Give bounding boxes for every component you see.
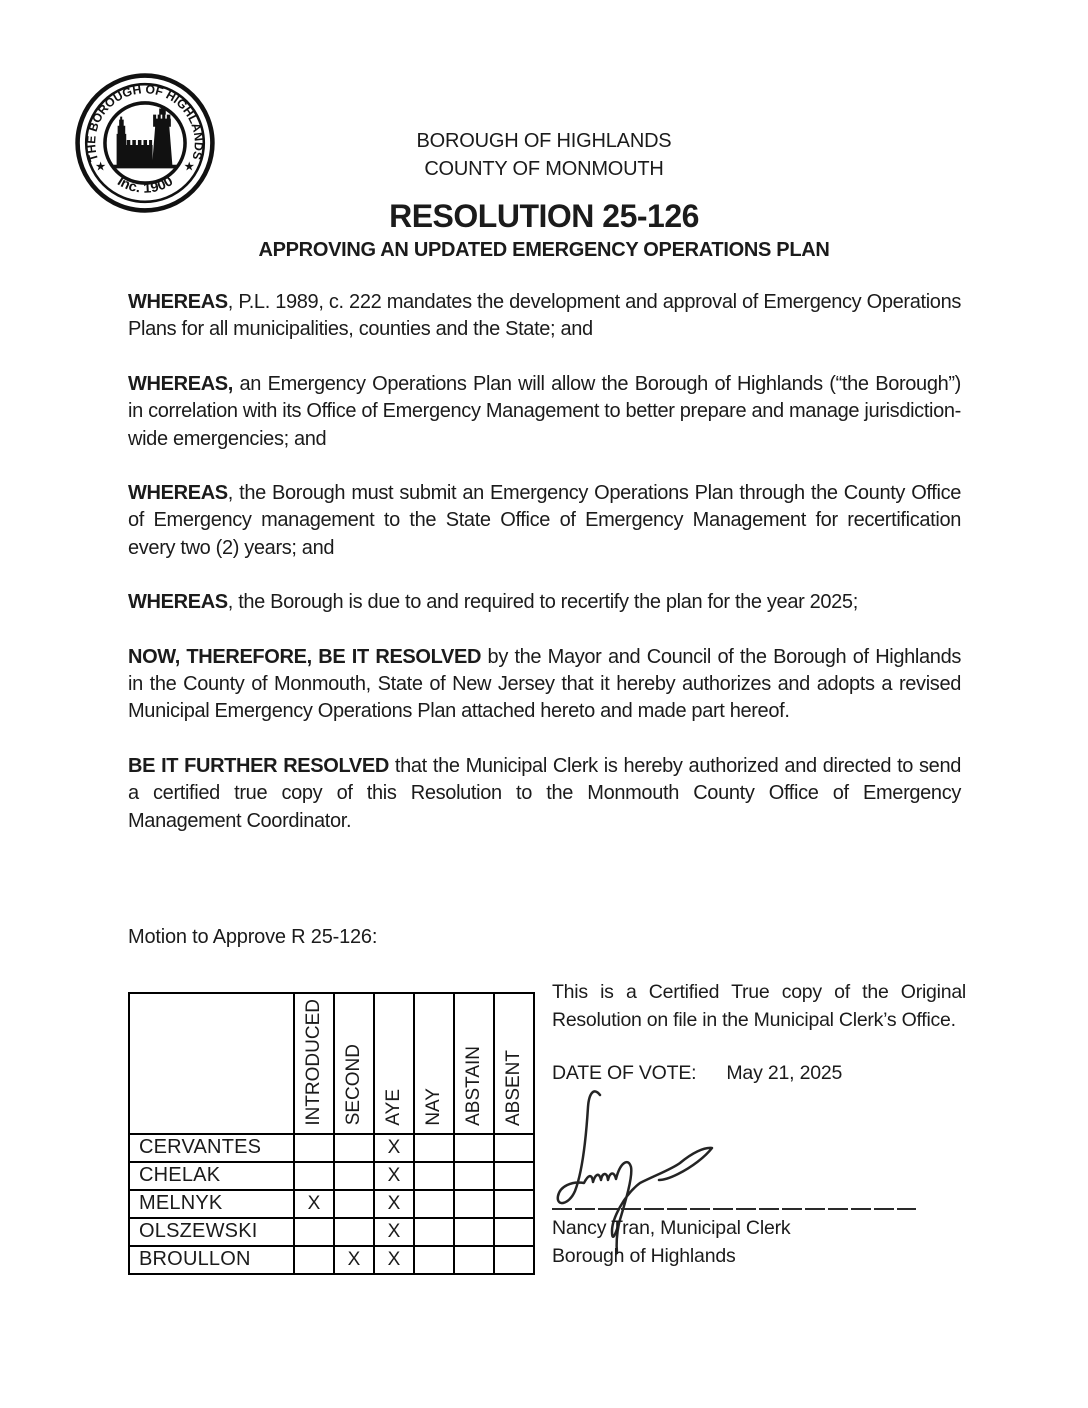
paragraph-text: , the Borough is due to and required to recertify the plan for the year 2025; [227, 591, 858, 614]
signer-block [552, 1215, 790, 1270]
resolution-subtitle: APPROVING AN UPDATED EMERGENCY OPERATIONS PLAN [258, 239, 830, 261]
vote-column-label: NAY [423, 1088, 444, 1126]
vote-row-cervantes [129, 1134, 534, 1162]
member-name-cell: MELNYK [129, 1190, 294, 1218]
paragraph-text: , P.L. 1989, c. 222 mandates the development and approval of Emergency Operations Plans for all municipalities, counties and the State; and [128, 291, 961, 341]
paragraph-text: , the Borough must submit an Emergency Operations Plan through the County Office of Emergency management to the State Office of Emergency Management for recertification every two (2) years; and [128, 482, 961, 559]
vote-column-label: SECOND [343, 1044, 364, 1126]
document-header [0, 128, 1088, 262]
vote-mark-cell [294, 1218, 334, 1246]
paragraph-lead: WHEREAS [128, 291, 228, 313]
vote-mark-cell [454, 1134, 494, 1162]
member-name-cell: BROULLON [129, 1246, 294, 1274]
vote-column-label: INTRODUCED [303, 999, 324, 1126]
seal-star-left-icon: ★ [95, 159, 107, 174]
vote-mark-cell [454, 1190, 494, 1218]
vote-mark-cell [414, 1162, 454, 1190]
vote-column-label: AYE [383, 1089, 404, 1126]
paragraph-lead: BE IT FURTHER RESOLVED [128, 754, 389, 777]
paragraph-whereas-3 [128, 480, 961, 562]
vote-mark-cell: X [334, 1246, 374, 1274]
vote-column-header-abstain [454, 993, 494, 1134]
vote-mark-cell [334, 1162, 374, 1190]
vote-column-header-absent [494, 993, 534, 1134]
paragraph-whereas-4 [128, 589, 961, 616]
motion-line: Motion to Approve R 25-126: [128, 926, 378, 948]
vote-row-chelak [129, 1162, 534, 1190]
seal-star-right-icon: ★ [183, 159, 195, 174]
vote-mark-cell [334, 1134, 374, 1162]
member-name-cell: CERVANTES [129, 1134, 294, 1162]
vote-mark-cell: X [374, 1246, 414, 1274]
vote-mark-cell: X [374, 1190, 414, 1218]
vote-mark-cell [294, 1246, 334, 1274]
vote-column-header-second [334, 993, 374, 1134]
paragraph-lead: WHEREAS [128, 591, 228, 614]
member-name-cell: OLSZEWSKI [129, 1218, 294, 1246]
vote-mark-cell [294, 1162, 334, 1190]
vote-header-row [129, 993, 534, 1134]
vote-mark-cell [454, 1246, 494, 1274]
vote-mark-cell: X [374, 1218, 414, 1246]
org-name: BOROUGH OF HIGHLANDS [416, 130, 672, 152]
date-of-vote-label: DATE OF VOTE: [552, 1062, 697, 1084]
date-of-vote-value: May 21, 2025 [726, 1062, 843, 1084]
signature-line [552, 1208, 916, 1210]
vote-row-melnyk [129, 1190, 534, 1218]
seal-top-text: THE BOROUGH OF HIGHLANDS [84, 82, 206, 164]
paragraph-lead: WHEREAS, [128, 372, 233, 395]
vote-mark-cell [454, 1162, 494, 1190]
vote-mark-cell [494, 1134, 534, 1162]
vote-column-header-nay [414, 993, 454, 1134]
paragraph-whereas-1 [128, 289, 961, 344]
vote-mark-cell [494, 1190, 534, 1218]
certification-block [552, 979, 966, 1267]
vote-mark-cell [334, 1190, 374, 1218]
vote-mark-cell [414, 1134, 454, 1162]
vote-row-olszewski [129, 1218, 534, 1246]
vote-mark-cell: X [374, 1162, 414, 1190]
certification-text: This is a Certified True copy of the Original Resolution on file in the Municipal Clerk’s Office. [552, 981, 966, 1031]
vote-mark-cell [454, 1218, 494, 1246]
vote-mark-cell: X [374, 1134, 414, 1162]
vote-mark-cell [334, 1218, 374, 1246]
member-name-cell: CHELAK [129, 1162, 294, 1190]
vote-mark-cell [294, 1134, 334, 1162]
vote-column-label: ABSTAIN [463, 1045, 484, 1126]
vote-column-header-introduced [294, 993, 334, 1134]
resolution-body [128, 289, 961, 862]
vote-column-label: ABSENT [503, 1049, 524, 1126]
county-name: COUNTY OF MONMOUTH [424, 157, 664, 180]
signer-org: Borough of Highlands [552, 1244, 736, 1267]
vote-table [128, 992, 535, 1275]
vote-mark-cell [414, 1218, 454, 1246]
paragraph-text: by the Mayor and Council of the Borough of Highlands in the County of Monmouth, State of New Jersey that it hereby authorizes and adopts a revised Municipal Emergency Operations Plan attached hereto and made part hereof. [128, 645, 961, 723]
vote-row-broullon [129, 1246, 534, 1274]
vote-mark-cell [494, 1246, 534, 1274]
vote-header-empty-cell [129, 993, 294, 1134]
paragraph-whereas-2 [128, 371, 961, 453]
paragraph-text: that the Municipal Clerk is hereby authorized and directed to send a certified true copy of this Resolution to the Monmouth County Office of Emergency Management Coordinator. [128, 754, 961, 832]
vote-mark-cell: X [294, 1190, 334, 1218]
paragraph-resolved [128, 644, 961, 726]
paragraph-lead: NOW, THEREFORE, BE IT RESOLVED [128, 645, 482, 668]
vote-mark-cell [414, 1246, 454, 1274]
paragraph-text: an Emergency Operations Plan will allow the Borough of Highlands (“the Borough”) in correlation with its Office of Emergency Management to better prepare and manage jurisdiction-wide emergencies; and [128, 372, 961, 450]
paragraph-lead: WHEREAS [128, 482, 228, 505]
resolution-title: RESOLUTION 25-126 [389, 198, 699, 234]
signer-name: Nancy Tran, Municipal Clerk [552, 1217, 791, 1239]
paragraph-further-resolved [128, 753, 961, 835]
vote-mark-cell [494, 1162, 534, 1190]
vote-mark-cell [494, 1218, 534, 1246]
seal-bottom-text: Inc. 1900 [114, 173, 176, 196]
vote-column-header-aye [374, 993, 414, 1134]
vote-mark-cell [414, 1190, 454, 1218]
